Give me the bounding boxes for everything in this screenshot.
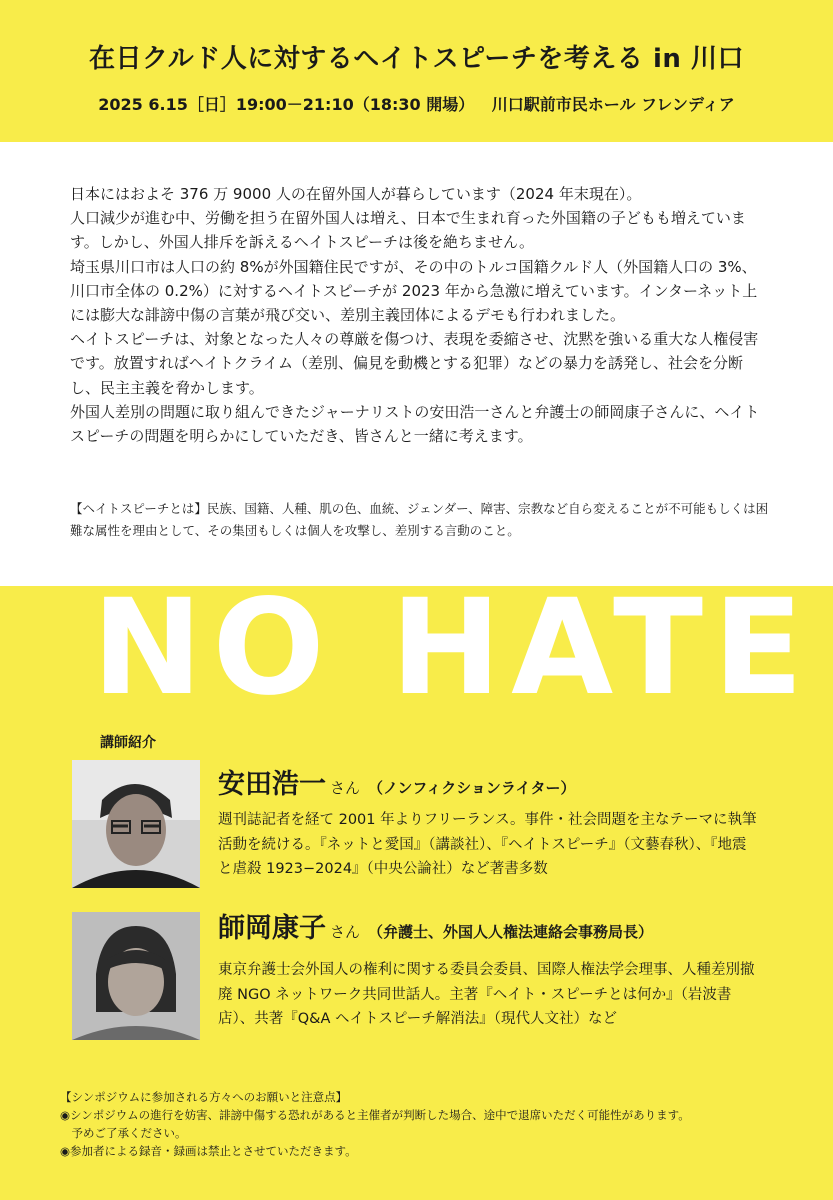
no-hate-banner: NO HATE xyxy=(92,571,814,725)
notes-heading: 【シンポジウムに参加される方々へのお願いと注意点】 xyxy=(60,1090,348,1104)
intro-paragraph: ヘイトスピーチは、対象となった人々の尊厳を傷つけ、表現を委縮させ、沈黙を強いる重大な人権侵害です。放置すればヘイトクライム（差別、偏見を動機とする犯罪）などの暴力を誘発し、社会を分断し、民主主義を脅かします。 xyxy=(70,330,759,397)
event-date: 2025 6.15［日］19:00－21:10（18:30 開場） xyxy=(98,95,475,114)
speaker-honorific: さん xyxy=(330,923,361,941)
intro-paragraph: 埼玉県川口市は人口の約 8%が外国籍住民ですが、その中のトルコ国籍クルド人（外国籍人口の 3%、川口市全体の 0.2%）に対するヘイトスピーチが 2023 年から急激に増えています。インターネット上には膨大な誹謗中傷の言葉が飛び交い、差別主義団体によるデモも行われました。 xyxy=(70,257,758,325)
event-title: 在日クルド人に対するヘイトスピーチを考える in 川口 xyxy=(89,44,744,74)
speaker-honorific: さん xyxy=(330,779,361,797)
speaker-role: （弁護士、外国人人権法連絡会事務局長） xyxy=(368,923,654,941)
event-date-venue xyxy=(0,92,833,115)
speaker-bio: 週刊誌記者を経て 2001 年よりフリーランス。事件・社会問題を主なテーマに執筆活動を続ける。『ネットと愛国』（講談社）、『ヘイトスピーチ』（文藝春秋）、『地震と虐殺 1923−2024』（中央公論社）など著書多数 xyxy=(218,812,757,877)
notes-item: ◉シンポジウムの進行を妨害、誹謗中傷する恐れがあると主催者が判断した場合、途中で退席いただく可能性があります。 xyxy=(60,1108,690,1122)
speaker-name-line xyxy=(218,762,575,801)
speaker-photo-morooka xyxy=(72,912,200,1040)
speakers-heading: 講師紹介 xyxy=(100,735,156,751)
speaker-name: 安田浩一 xyxy=(218,769,326,800)
speaker-name-line xyxy=(218,906,653,945)
speaker-bio: 東京弁護士会外国人の権利に関する委員会委員、国際人権法学会理事、人種差別撤廃 NGO ネットワーク共同世話人。主著『ヘイト・スピーチとは何か』（岩波書店）、共著『Q&A ヘイトスピーチ解消法』（現代人文社）など xyxy=(218,962,755,1027)
notes-item: 予めご了承ください。 xyxy=(60,1126,187,1140)
intro-paragraph: 人口減少が進む中、労働を担う在留外国人は増え、日本で生まれ育った外国籍の子どもも増えています。しかし、外国人排斥を訴えるヘイトスピーチは後を絶ちません。 xyxy=(70,209,746,252)
speaker-photo-yasuda xyxy=(72,760,200,888)
speaker-role: （ノンフィクションライター） xyxy=(368,779,576,797)
notes-item: ◉参加者による録音・録画は禁止とさせていただきます。 xyxy=(60,1144,357,1158)
speaker-name: 師岡康子 xyxy=(218,913,326,944)
attendee-notes xyxy=(60,1088,780,1160)
intro-paragraph: 外国人差別の問題に取り組んできたジャーナリストの安田浩一さんと弁護士の師岡康子さんに、ヘイトスピーチの問題を明らかにしていただき、皆さんと一緒に考えます。 xyxy=(70,402,760,446)
intro-paragraph: 日本にはおよそ 376 万 9000 人の在留外国人が暮らしています（2024 年末現在）。 xyxy=(70,185,642,203)
intro-text xyxy=(70,182,770,448)
event-venue: 川口駅前市民ホール フレンディア xyxy=(491,95,735,114)
hate-speech-definition: 【ヘイトスピーチとは】民族、国籍、人種、肌の色、血統、ジェンダー、障害、宗教など自ら変えることが不可能もしくは困難な属性を理由として、その集団もしくは個人を攻撃し、差別する言動のこと。 xyxy=(70,501,769,538)
